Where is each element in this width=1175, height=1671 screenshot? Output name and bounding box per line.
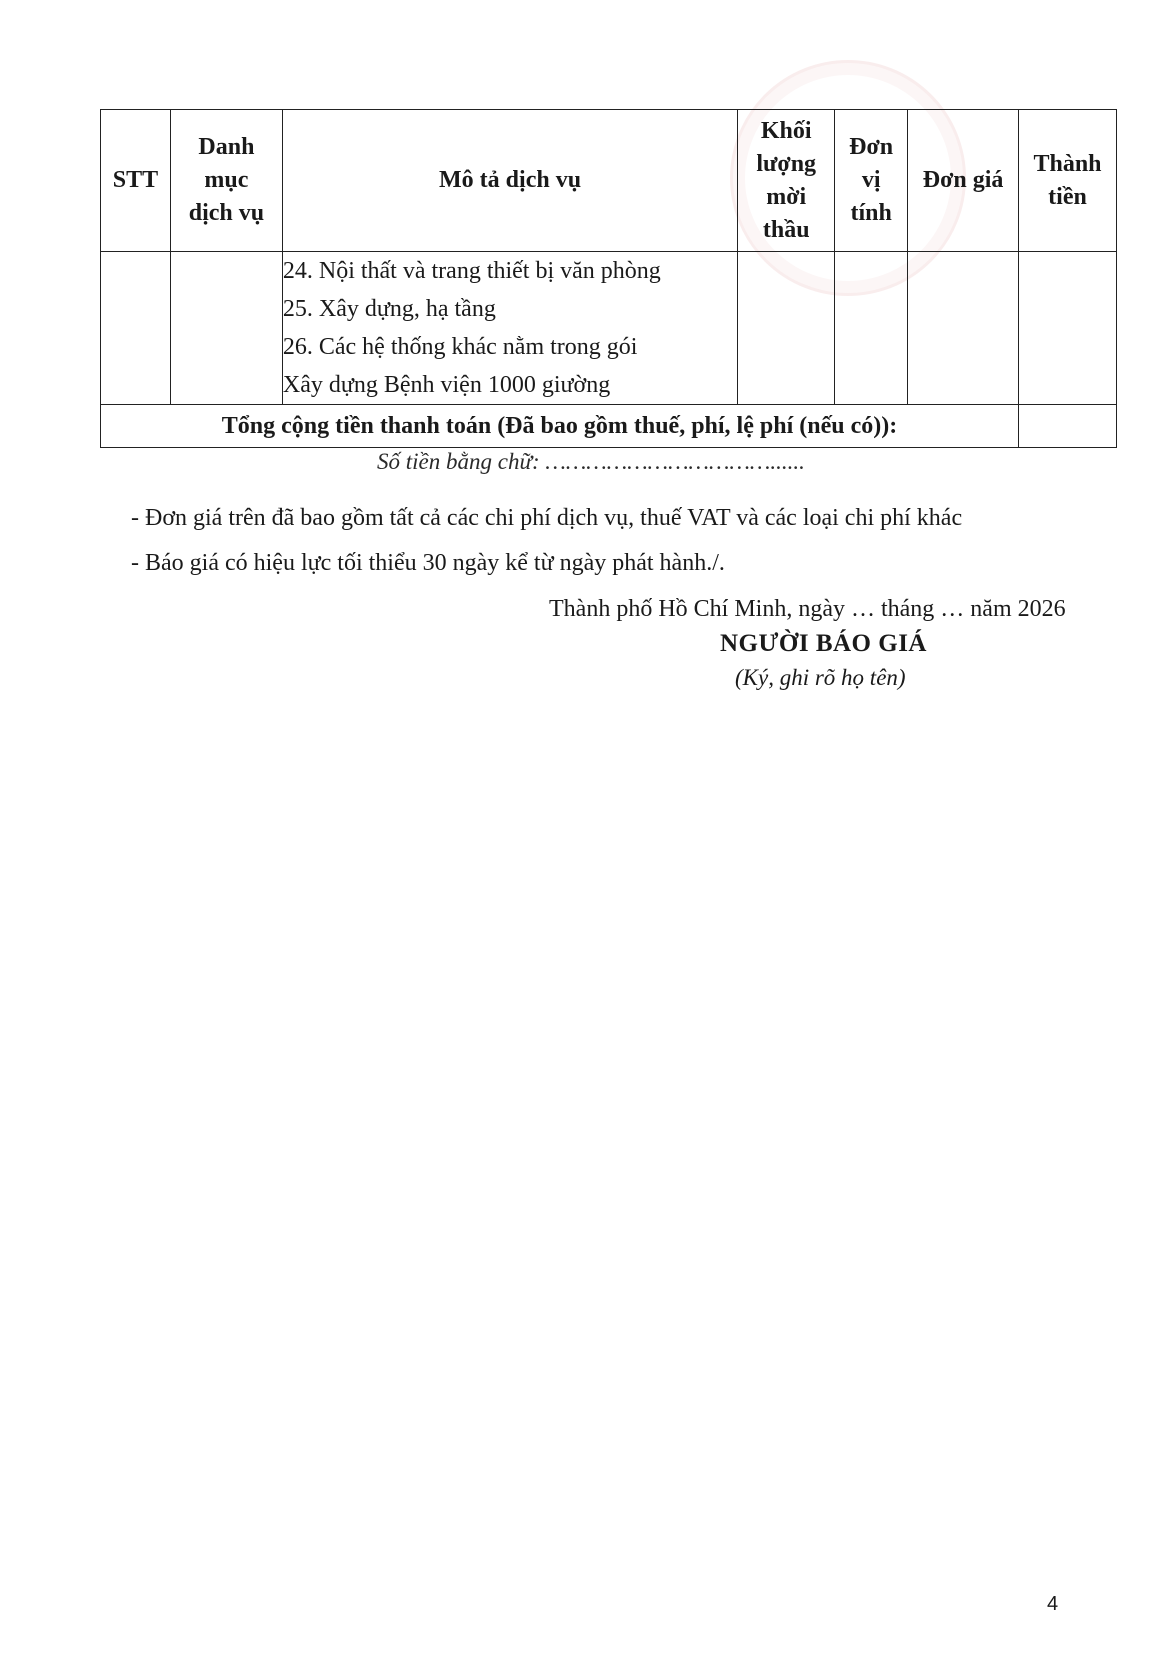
signer-hint: (Ký, ghi rõ họ tên) bbox=[735, 665, 906, 690]
place-date: Thành phố Hồ Chí Minh, ngày … tháng … năm 2026 bbox=[549, 596, 1066, 622]
cell-description bbox=[282, 252, 737, 405]
note-line: - Báo giá có hiệu lực tối thiểu 30 ngày kể từ ngày phát hành./. bbox=[131, 550, 725, 576]
description-line: 25. Xây dựng, hạ tầng bbox=[282, 296, 496, 322]
cell-unit-price bbox=[908, 252, 1019, 405]
header-quantity: Khối lượng mời thầu bbox=[738, 110, 835, 252]
signer-title: NGƯỜI BÁO GIÁ bbox=[720, 630, 927, 657]
cell-quantity bbox=[738, 252, 835, 405]
note-line: - Đơn giá trên đã bao gồm tất cả các chi phí dịch vụ, thuế VAT và các loại chi phí khác bbox=[131, 505, 963, 531]
quotation-table bbox=[100, 109, 1117, 448]
total-row bbox=[101, 405, 1117, 448]
header-amount: Thành tiền bbox=[1019, 110, 1117, 252]
header-stt: STT bbox=[101, 110, 171, 252]
amount-in-words: Số tiền bằng chữ: ……………………………...... bbox=[377, 449, 805, 474]
table-row bbox=[101, 252, 1117, 405]
total-value bbox=[1019, 405, 1117, 448]
header-description: Mô tả dịch vụ bbox=[282, 110, 737, 252]
description-line: Xây dựng Bệnh viện 1000 giường bbox=[282, 372, 611, 398]
header-category: Danh mục dịch vụ bbox=[170, 110, 282, 252]
table-header-row bbox=[101, 110, 1117, 252]
cell-amount bbox=[1019, 252, 1117, 405]
cell-unit bbox=[835, 252, 908, 405]
header-unit: Đơn vị tính bbox=[835, 110, 908, 252]
cell-category bbox=[170, 252, 282, 405]
page-number: 4 bbox=[1047, 1593, 1059, 1615]
total-label: Tổng cộng tiền thanh toán (Đã bao gồm thuế, phí, lệ phí (nếu có)): bbox=[101, 405, 1019, 448]
description-line: 26. Các hệ thống khác nằm trong gói bbox=[282, 334, 638, 360]
cell-stt bbox=[101, 252, 171, 405]
header-unit-price: Đơn giá bbox=[908, 110, 1019, 252]
description-line: 24. Nội thất và trang thiết bị văn phòng bbox=[282, 258, 661, 284]
